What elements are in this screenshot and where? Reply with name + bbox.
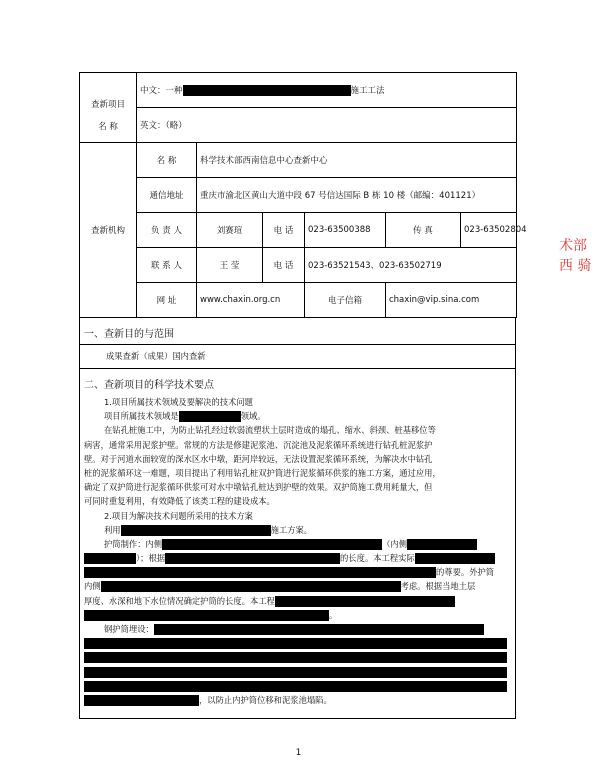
redaction — [84, 695, 199, 706]
para-line: ，以防止内护筒位移和泥浆池塌陷。 — [84, 693, 511, 707]
contact-label: 联 系 人 — [137, 248, 197, 283]
tel2-label: 电 话 — [263, 248, 305, 283]
redaction — [183, 85, 351, 96]
web-value: www.chaxin.org.cn — [197, 283, 305, 318]
para-line: 护筒制作：内侧 （内侧 — [84, 537, 511, 551]
redaction — [84, 681, 507, 692]
contact-value: 王 莹 — [197, 248, 263, 283]
redaction — [407, 539, 477, 550]
redaction — [154, 624, 484, 635]
section-purpose — [79, 318, 516, 369]
redaction — [84, 567, 436, 578]
english-title: 英文：（略） — [137, 108, 517, 143]
para-line: 。 — [84, 608, 511, 622]
para-line: 在钻孔桩施工中，为防止钻孔经过软弱流塑状土层时造成的塌孔、缩水、斜颈、桩基移位等 — [104, 425, 436, 436]
para-line: 内侧 考虑。根据当地土层 — [84, 581, 476, 592]
redacted-line — [84, 679, 511, 693]
para-line: 2.项目为解决技术问题所采用的技术方案 — [104, 510, 253, 521]
document-page — [79, 72, 527, 719]
para-line: 壁。对于河道水面较宽的深水区水中墩，距河岸较远，无法设置泥浆循环系统，为解决水中钻孔 — [84, 453, 433, 464]
web-label: 网 址 — [137, 283, 197, 318]
email-label: 电子信箱 — [305, 283, 386, 318]
para-line: 桩的泥浆循环这一难题，项目提出了利用钻孔桩双护筒进行泥浆循环供浆的施工方案，通过应用， — [84, 467, 441, 478]
agency-label: 查新机构 — [80, 143, 137, 318]
head-value: 刘赛瑄 — [197, 213, 263, 248]
section-key-points — [79, 369, 516, 719]
para-line: 可同时重复利用，有效降低了该类工程的建设成本。 — [84, 496, 275, 507]
para-line: 1.项目所属技术领域及要解决的技术问题 — [104, 397, 253, 407]
redaction — [162, 539, 382, 550]
chinese-title: 中文：一种 施工工法 — [137, 73, 517, 108]
project-info-table — [79, 72, 527, 318]
redaction — [84, 610, 329, 621]
address-label: 通信地址 — [137, 178, 197, 213]
redaction — [415, 553, 495, 564]
redacted-line — [84, 636, 511, 650]
name-value: 科学技术部西南信息中心查新中心 — [197, 143, 517, 178]
seal-stamp: 术部西 骑 — [559, 238, 592, 274]
address-value: 重庆市渝北区黄山大道中段 67 号信达国际 B 栋 10 楼（邮编：401121） — [197, 178, 517, 213]
fax-label: 传 真 — [386, 213, 461, 248]
redaction — [101, 581, 401, 592]
section-heading: 一、查新目的与范围 — [80, 318, 515, 345]
redaction — [84, 652, 507, 663]
para-line: 厚度、水深和地下水位情况确定护筒的长度。本工程 — [84, 594, 511, 608]
section-heading: 二、查新项目的科学技术要点 — [84, 380, 214, 391]
para-line: ）；根据 的长度。本工程实际 — [84, 551, 511, 565]
project-name-label: 查新项目 名 称 — [80, 73, 137, 143]
redacted-line — [84, 650, 511, 664]
para-line: 的尊要。外护筒 — [84, 565, 511, 579]
redaction — [275, 596, 455, 607]
redaction — [84, 667, 507, 678]
redaction — [165, 553, 340, 564]
para-line: 利用 施工方案。 — [104, 524, 313, 535]
page-number: 1 — [295, 748, 302, 758]
head-label: 负 责 人 — [137, 213, 197, 248]
tel-label: 电 话 — [263, 213, 305, 248]
para-line: 确定了双护筒进行泥浆循环供浆可对水中墩钻孔桩达到护壁的效果。双护筒施工费用耗量大，但 — [84, 482, 433, 493]
tel-value: 023-63500388 — [305, 213, 386, 248]
para-line: 钢护筒埋设： — [84, 622, 511, 636]
name-label: 名 称 — [137, 143, 197, 178]
redaction — [84, 553, 136, 564]
email-value: chaxin@vip.sina.com — [386, 283, 517, 318]
redaction — [121, 525, 271, 536]
para-line: 项目所属技术领域是 领域。 — [104, 411, 266, 422]
redacted-line — [84, 665, 511, 679]
redaction — [84, 638, 507, 649]
tel2-value: 023-63521543、023-63502719 — [305, 248, 517, 283]
para-line: 病害，通常采用泥浆护壁。常规的方法是修建泥浆池、沉淀池及泥浆循环系统进行钻孔桩泥浆护 — [84, 439, 433, 450]
redaction — [179, 411, 241, 422]
section-text: 成果查新（成果）国内查新 — [106, 351, 206, 361]
fax-value: 023-63502804 — [461, 213, 517, 248]
